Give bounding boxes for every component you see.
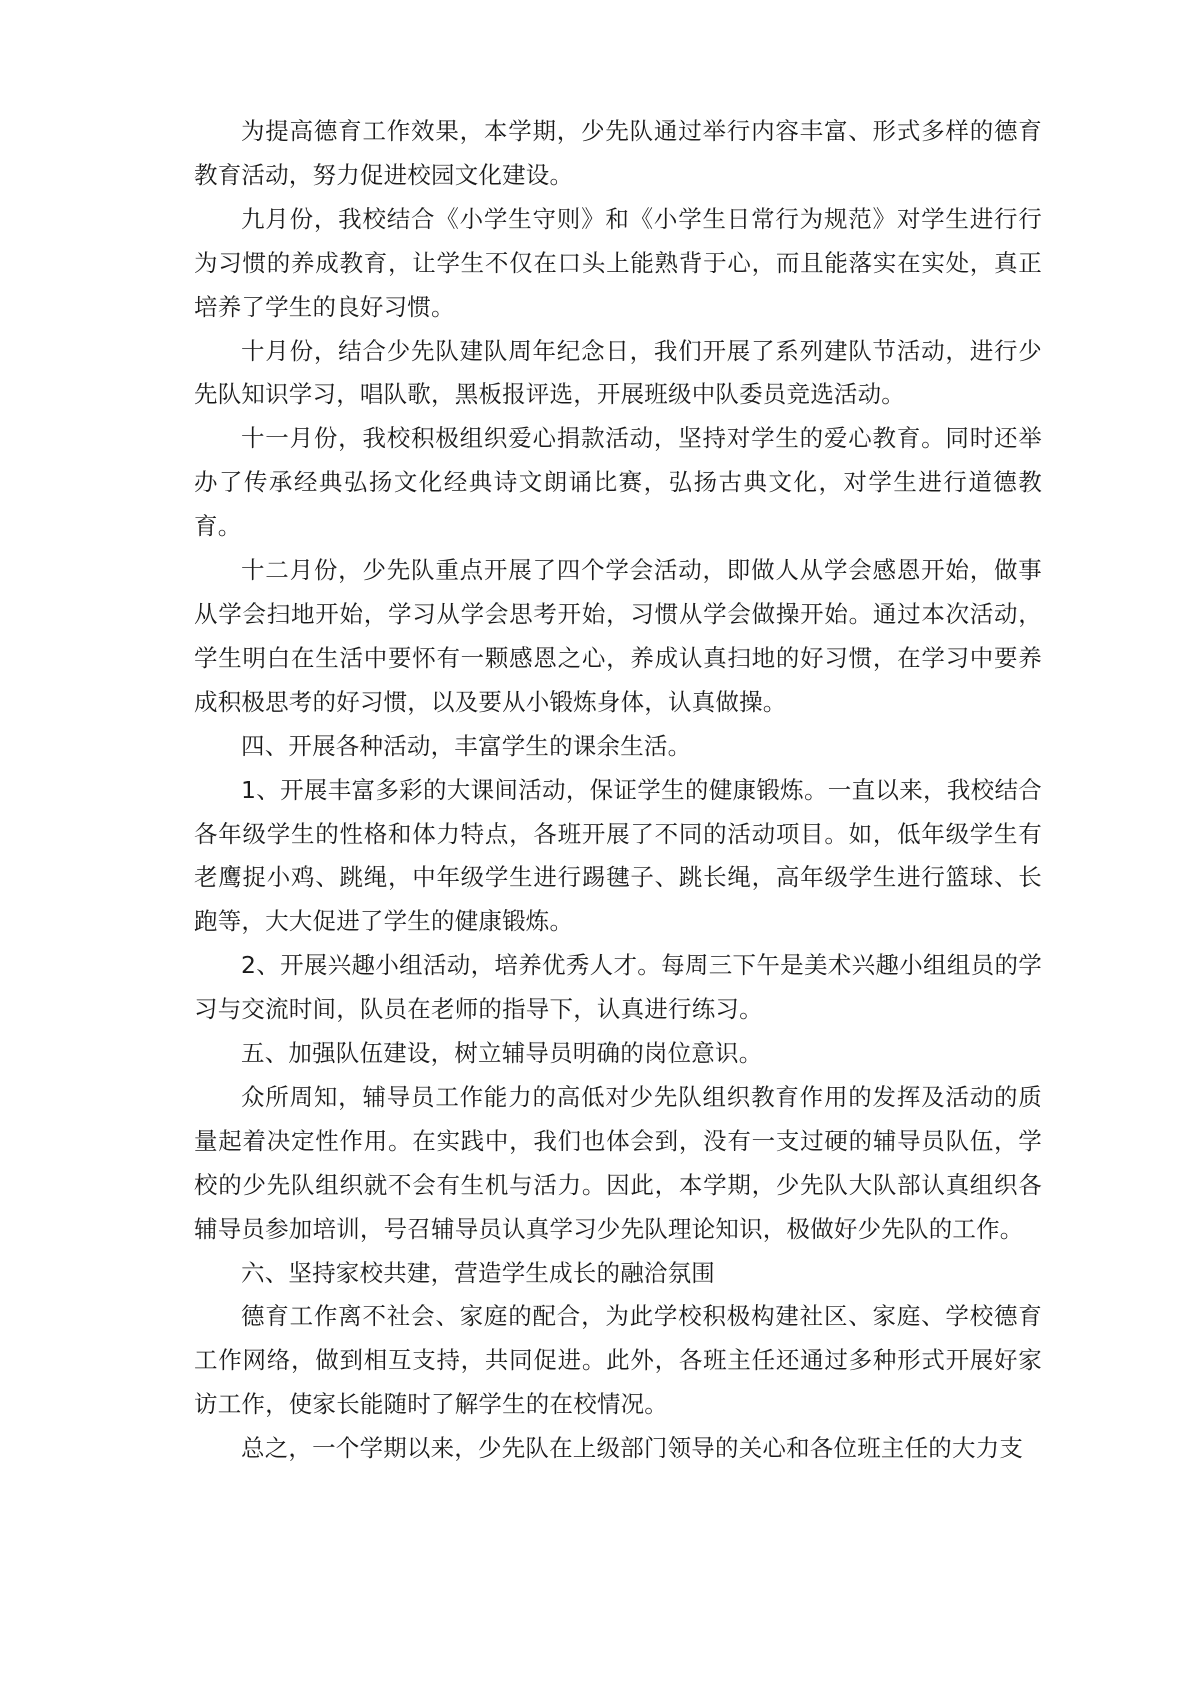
paragraph: 九月份，我校结合《小学生守则》和《小学生日常行为规范》对学生进行行为习惯的养成教育，让学生不仅在口头上能熟背于心，而且能落实在实处，真正培养了学生的良好习惯。 — [194, 204, 1042, 321]
section-heading: 五、加强队伍建设，树立辅导员明确的岗位意识。 — [241, 1039, 763, 1068]
paragraph: 众所周知，辅导员工作能力的高低对少先队组织教育作用的发挥及活动的质量起着决定性作用。在实践中，我们也体会到，没有一支过硬的辅导员队伍，学校的少先队组织就不会有生机与活力。因此，本学期，少先队大队部认真组织各辅导员参加培训，号召辅导员认真学习少先队理论知识，极做好少先队的工作。 — [194, 1082, 1042, 1243]
document-body — [194, 110, 1042, 1471]
section-heading: 四、开展各种活动，丰富学生的课余生活。 — [241, 731, 692, 760]
paragraph: 总之，一个学期以来，少先队在上级部门领导的关心和各位班主任的大力支 — [241, 1434, 1024, 1463]
paragraph: 为提高德育工作效果，本学期，少先队通过举行内容丰富、形式多样的德育教育活动，努力促进校园文化建设。 — [194, 117, 1042, 189]
paragraph: 十二月份，少先队重点开展了四个学会活动，即做人从学会感恩开始，做事从学会扫地开始，学习从学会思考开始，习惯从学会做操开始。通过本次活动，学生明白在生活中要怀有一颗感恩之心，养成认真扫地的好习惯，在学习中要养成积极思考的好习惯，以及要从小锻炼身体，认真做操。 — [194, 556, 1042, 716]
paragraph: 十一月份，我校积极组织爱心捐款活动，坚持对学生的爱心教育。同时还举办了传承经典弘扬文化经典诗文朗诵比赛，弘扬古典文化，对学生进行道德教育。 — [194, 424, 1042, 541]
paragraph: 十月份，结合少先队建队周年纪念日，我们开展了系列建队节活动，进行少先队知识学习，唱队歌，黑板报评选，开展班级中队委员竞选活动。 — [194, 336, 1042, 409]
section-heading: 六、坚持家校共建，营造学生成长的融洽氛围 — [241, 1258, 715, 1287]
paragraph: 1、开展丰富多彩的大课间活动，保证学生的健康锻炼。一直以来，我校结合各年级学生的性格和体力特点，各班开展了不同的活动项目。如，低年级学生有老鹰捉小鸡、跳绳，中年级学生进行踢毽子、跳长绳，高年级学生进行篮球、长跑等，大大促进了学生的健康锻炼。 — [194, 775, 1042, 936]
paragraph: 2、开展兴趣小组活动，培养优秀人才。每周三下午是美术兴趣小组组员的学习与交流时间，队员在老师的指导下，认真进行练习。 — [194, 951, 1042, 1024]
paragraph: 德育工作离不社会、家庭的配合，为此学校积极构建社区、家庭、学校德育工作网络，做到相互支持，共同促进。此外，各班主任还通过多种形式开展好家访工作，使家长能随时了解学生的在校情况。 — [194, 1302, 1042, 1419]
